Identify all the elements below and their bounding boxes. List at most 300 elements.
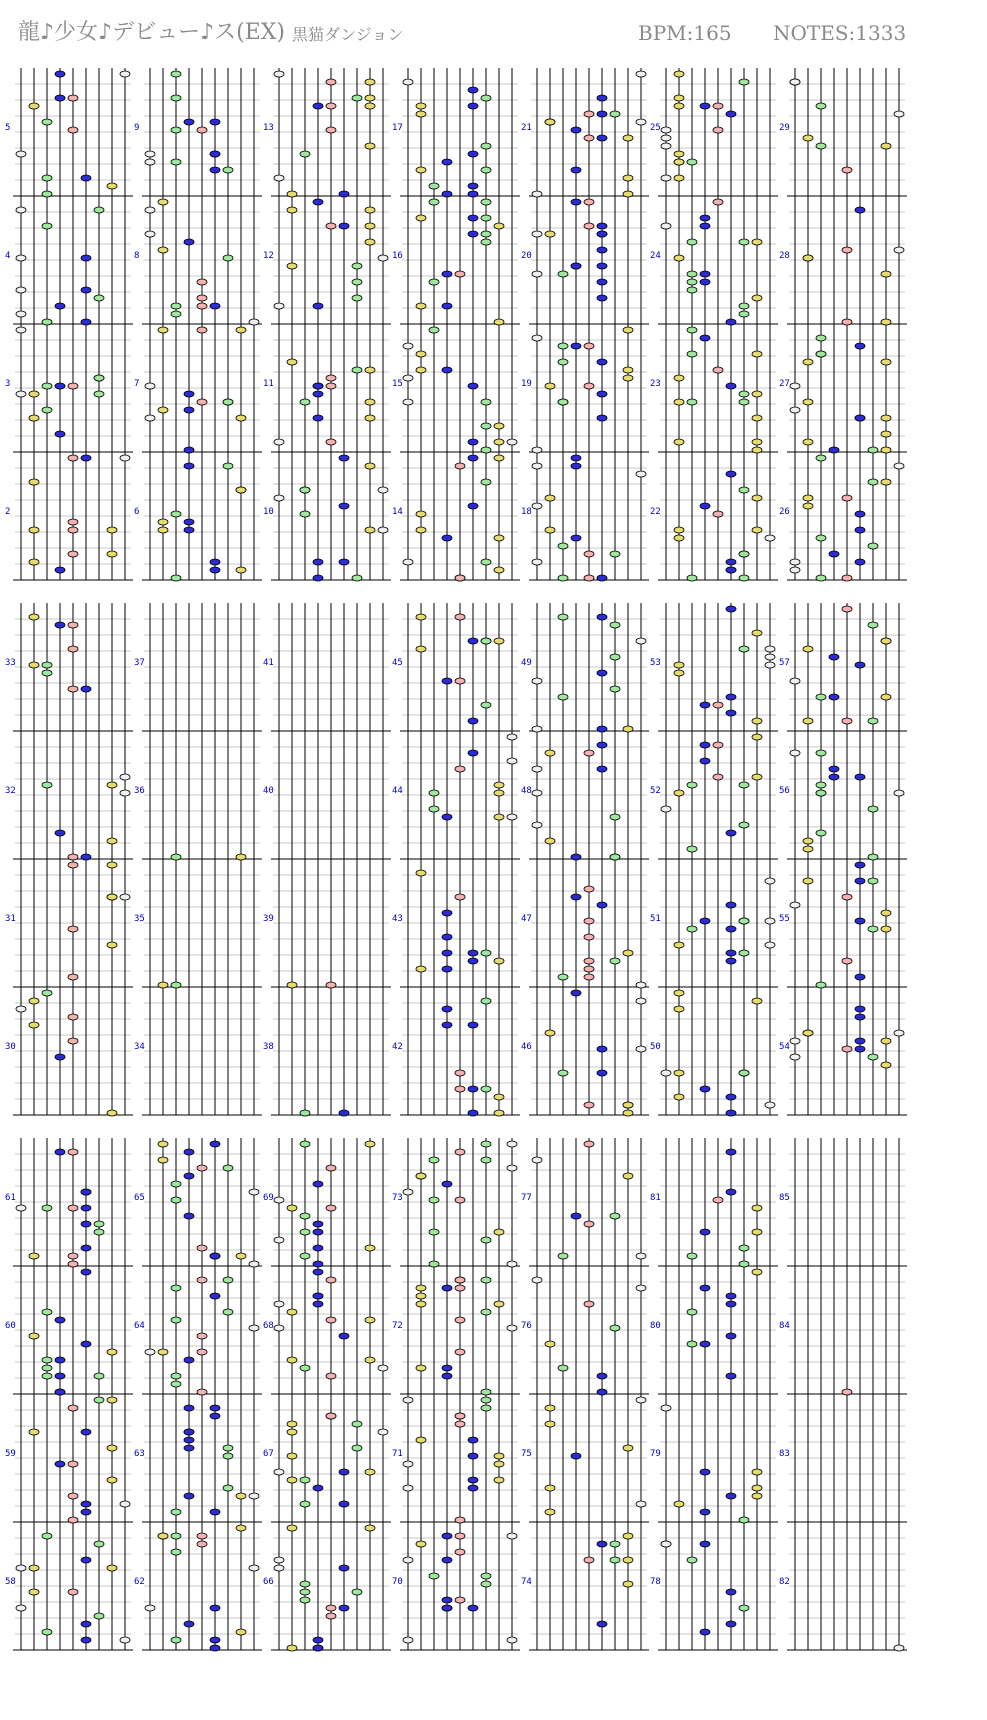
note	[313, 1181, 323, 1187]
note	[765, 535, 775, 541]
note	[429, 327, 439, 333]
note	[752, 527, 762, 533]
note	[726, 111, 736, 117]
note	[55, 1357, 65, 1363]
note	[687, 239, 697, 245]
note	[700, 1229, 710, 1235]
note	[610, 1557, 620, 1563]
note	[739, 399, 749, 405]
note	[16, 1205, 26, 1211]
note	[68, 455, 78, 461]
note	[326, 1205, 336, 1211]
note	[790, 678, 800, 684]
note	[68, 646, 78, 652]
note	[636, 1046, 646, 1052]
note	[790, 1038, 800, 1044]
note	[287, 1421, 297, 1427]
note	[765, 654, 775, 660]
note	[739, 1517, 749, 1523]
note	[29, 662, 39, 668]
note	[816, 982, 826, 988]
note	[726, 1094, 736, 1100]
note	[713, 1197, 723, 1203]
note	[584, 343, 594, 349]
measure-number: 67	[263, 1449, 274, 1459]
note	[403, 559, 413, 565]
note	[223, 1309, 233, 1315]
note	[532, 463, 542, 469]
note	[287, 359, 297, 365]
note	[597, 575, 607, 581]
note	[726, 830, 736, 836]
note	[287, 1453, 297, 1459]
note	[55, 1149, 65, 1155]
measure-number: 45	[392, 658, 403, 668]
measure-number: 37	[134, 658, 145, 668]
note	[494, 1453, 504, 1459]
note	[468, 215, 478, 221]
note	[842, 894, 852, 900]
note	[300, 1213, 310, 1219]
note	[223, 1165, 233, 1171]
note	[674, 95, 684, 101]
note	[739, 487, 749, 493]
note	[184, 1429, 194, 1435]
note	[365, 463, 375, 469]
note	[55, 1054, 65, 1060]
note	[894, 111, 904, 117]
note	[429, 199, 439, 205]
note	[416, 1437, 426, 1443]
note	[532, 766, 542, 772]
note	[120, 1637, 130, 1643]
note	[700, 223, 710, 229]
note	[481, 1389, 491, 1395]
note	[545, 838, 555, 844]
note	[597, 111, 607, 117]
note	[481, 1573, 491, 1579]
note	[352, 575, 362, 581]
note	[571, 455, 581, 461]
note	[42, 223, 52, 229]
note	[184, 407, 194, 413]
note	[236, 854, 246, 860]
measure-number: 33	[5, 658, 16, 668]
note	[700, 1509, 710, 1515]
measure-number: 3	[5, 379, 11, 389]
note	[610, 958, 620, 964]
note	[210, 1605, 220, 1611]
note	[313, 391, 323, 397]
note	[184, 1405, 194, 1411]
note	[107, 1445, 117, 1451]
note	[597, 1389, 607, 1395]
note	[674, 255, 684, 261]
note	[507, 1141, 517, 1147]
note	[726, 1110, 736, 1116]
note	[171, 303, 181, 309]
measure-number: 73	[392, 1193, 403, 1203]
note	[687, 287, 697, 293]
note	[855, 527, 865, 533]
note	[287, 191, 297, 197]
note	[378, 255, 388, 261]
note	[352, 263, 362, 269]
note	[636, 1501, 646, 1507]
note	[365, 239, 375, 245]
measure-number: 23	[650, 379, 661, 389]
measure-number: 11	[263, 379, 274, 389]
note	[55, 1389, 65, 1395]
note	[494, 455, 504, 461]
note	[868, 1054, 878, 1060]
note	[68, 95, 78, 101]
note	[416, 511, 426, 517]
note	[455, 1197, 465, 1203]
note	[107, 1565, 117, 1571]
note	[468, 455, 478, 461]
note	[287, 1525, 297, 1531]
note	[687, 1341, 697, 1347]
note	[597, 223, 607, 229]
note	[429, 1157, 439, 1163]
note	[68, 1493, 78, 1499]
measure-number: 81	[650, 1193, 661, 1203]
note	[313, 1269, 323, 1275]
note	[481, 998, 491, 1004]
note	[171, 575, 181, 581]
note	[494, 638, 504, 644]
note	[455, 1285, 465, 1291]
note	[313, 1221, 323, 1227]
note	[674, 71, 684, 77]
note	[803, 718, 813, 724]
note	[597, 614, 607, 620]
note	[210, 303, 220, 309]
note	[881, 447, 891, 453]
note	[558, 399, 568, 405]
note	[171, 159, 181, 165]
note	[68, 1261, 78, 1267]
note	[171, 1373, 181, 1379]
note	[584, 111, 594, 117]
note	[55, 383, 65, 389]
note	[313, 1261, 323, 1267]
note	[236, 1525, 246, 1531]
note	[623, 327, 633, 333]
note	[687, 351, 697, 357]
note	[429, 1573, 439, 1579]
note	[765, 1102, 775, 1108]
note	[274, 1237, 284, 1243]
note	[326, 383, 336, 389]
note	[687, 1253, 697, 1259]
note	[442, 191, 452, 197]
note	[210, 1637, 220, 1643]
note	[636, 1285, 646, 1291]
note	[739, 918, 749, 924]
note	[158, 1349, 168, 1355]
note	[339, 1501, 349, 1507]
note	[339, 223, 349, 229]
note	[623, 375, 633, 381]
note	[416, 111, 426, 117]
note	[507, 1325, 517, 1331]
note	[894, 1645, 904, 1651]
note	[481, 1397, 491, 1403]
note	[597, 1046, 607, 1052]
note	[842, 1389, 852, 1395]
note	[107, 1349, 117, 1355]
note	[249, 1261, 259, 1267]
note	[107, 527, 117, 533]
measure-number: 42	[392, 1042, 403, 1052]
measure-number: 62	[134, 1577, 145, 1587]
note	[145, 231, 155, 237]
note	[816, 351, 826, 357]
note	[739, 575, 749, 581]
note	[726, 1301, 736, 1307]
note	[494, 223, 504, 229]
measure-number: 50	[650, 1042, 661, 1052]
note	[81, 319, 91, 325]
note	[300, 399, 310, 405]
note	[868, 479, 878, 485]
note	[894, 790, 904, 796]
note	[287, 1357, 297, 1363]
note	[661, 135, 671, 141]
note	[171, 1637, 181, 1643]
measure-number: 41	[263, 658, 274, 668]
note	[636, 638, 646, 644]
note	[158, 407, 168, 413]
note	[442, 271, 452, 277]
note	[597, 1373, 607, 1379]
note	[81, 455, 91, 461]
note	[881, 694, 891, 700]
note	[416, 614, 426, 620]
note	[442, 814, 452, 820]
note	[700, 271, 710, 277]
note	[868, 447, 878, 453]
note	[326, 1317, 336, 1323]
note	[481, 95, 491, 101]
note	[610, 854, 620, 860]
note	[610, 1541, 620, 1547]
note	[700, 702, 710, 708]
note	[700, 279, 710, 285]
note	[558, 1070, 568, 1076]
note	[455, 678, 465, 684]
note	[352, 295, 362, 301]
measure-number: 15	[392, 379, 403, 389]
note	[184, 519, 194, 525]
note	[881, 1038, 891, 1044]
note	[468, 1022, 478, 1028]
note	[287, 263, 297, 269]
note	[661, 127, 671, 133]
note	[829, 447, 839, 453]
note	[739, 1245, 749, 1251]
note	[571, 127, 581, 133]
note	[416, 870, 426, 876]
note	[571, 167, 581, 173]
note	[829, 694, 839, 700]
note	[455, 1349, 465, 1355]
note	[171, 854, 181, 860]
note	[842, 958, 852, 964]
note	[661, 175, 671, 181]
note	[687, 327, 697, 333]
note	[687, 575, 697, 581]
note	[223, 463, 233, 469]
note	[700, 758, 710, 764]
note	[378, 1429, 388, 1435]
note	[42, 119, 52, 125]
measure-number: 65	[134, 1193, 145, 1203]
measure-number: 64	[134, 1321, 145, 1331]
note	[816, 782, 826, 788]
note	[481, 702, 491, 708]
note	[507, 814, 517, 820]
note	[816, 790, 826, 796]
note	[494, 1229, 504, 1235]
note	[300, 1229, 310, 1235]
note	[571, 1213, 581, 1219]
note	[158, 1533, 168, 1539]
chart-header	[0, 0, 987, 56]
note	[855, 974, 865, 980]
note	[313, 1637, 323, 1643]
note	[29, 1253, 39, 1259]
measure-number: 12	[263, 251, 274, 261]
note	[68, 1205, 78, 1211]
measure-number: 57	[779, 658, 790, 668]
note	[365, 1317, 375, 1323]
note	[42, 1205, 52, 1211]
note	[507, 1533, 517, 1539]
note	[81, 1189, 91, 1195]
note	[42, 670, 52, 676]
note	[223, 167, 233, 173]
note	[881, 359, 891, 365]
measure-number: 60	[5, 1321, 16, 1331]
measure-number: 6	[134, 507, 140, 517]
note	[481, 638, 491, 644]
note	[842, 606, 852, 612]
note	[184, 1621, 194, 1627]
measure-number: 68	[263, 1321, 274, 1331]
note	[365, 207, 375, 213]
note	[623, 175, 633, 181]
note	[326, 982, 336, 988]
note-chart	[0, 56, 987, 1720]
note	[197, 1333, 207, 1339]
note	[184, 1493, 194, 1499]
note	[81, 1637, 91, 1643]
note	[339, 1605, 349, 1611]
note	[442, 950, 452, 956]
note	[584, 886, 594, 892]
note	[29, 998, 39, 1004]
note	[894, 1030, 904, 1036]
note	[739, 1605, 749, 1611]
note	[94, 1613, 104, 1619]
note	[29, 527, 39, 533]
note	[558, 575, 568, 581]
note	[339, 191, 349, 197]
note	[481, 215, 491, 221]
note	[739, 303, 749, 309]
note	[158, 519, 168, 525]
note	[16, 391, 26, 397]
measure-number: 47	[521, 914, 532, 924]
note	[481, 423, 491, 429]
note	[300, 487, 310, 493]
note	[81, 255, 91, 261]
measure-number: 35	[134, 914, 145, 924]
note	[584, 135, 594, 141]
measure-number: 52	[650, 786, 661, 796]
note	[223, 1485, 233, 1491]
note	[455, 894, 465, 900]
note	[687, 271, 697, 277]
note	[674, 1501, 684, 1507]
note	[507, 1261, 517, 1267]
note	[868, 622, 878, 628]
note	[326, 103, 336, 109]
note	[700, 215, 710, 221]
measure-number: 36	[134, 786, 145, 796]
measure-number: 21	[521, 123, 532, 133]
note	[81, 1621, 91, 1627]
note	[765, 646, 775, 652]
note	[352, 1421, 362, 1427]
note	[326, 1277, 336, 1283]
note	[352, 367, 362, 373]
note	[455, 1413, 465, 1419]
note	[739, 239, 749, 245]
note	[829, 654, 839, 660]
note	[610, 654, 620, 660]
note	[726, 319, 736, 325]
note	[442, 1605, 452, 1611]
measure-number: 79	[650, 1449, 661, 1459]
note	[855, 662, 865, 668]
note	[416, 167, 426, 173]
note	[287, 1477, 297, 1483]
note	[107, 782, 117, 788]
note	[55, 622, 65, 628]
note	[184, 1149, 194, 1155]
note	[455, 1517, 465, 1523]
note	[881, 910, 891, 916]
note	[300, 1110, 310, 1116]
note	[223, 1277, 233, 1283]
note	[597, 359, 607, 365]
note	[739, 79, 749, 85]
note	[726, 926, 736, 932]
note	[197, 127, 207, 133]
note	[894, 463, 904, 469]
note	[287, 207, 297, 213]
note	[249, 1189, 259, 1195]
note	[68, 1405, 78, 1411]
note	[687, 159, 697, 165]
measure-number: 43	[392, 914, 403, 924]
measure-number: 74	[521, 1577, 532, 1587]
note	[623, 367, 633, 373]
